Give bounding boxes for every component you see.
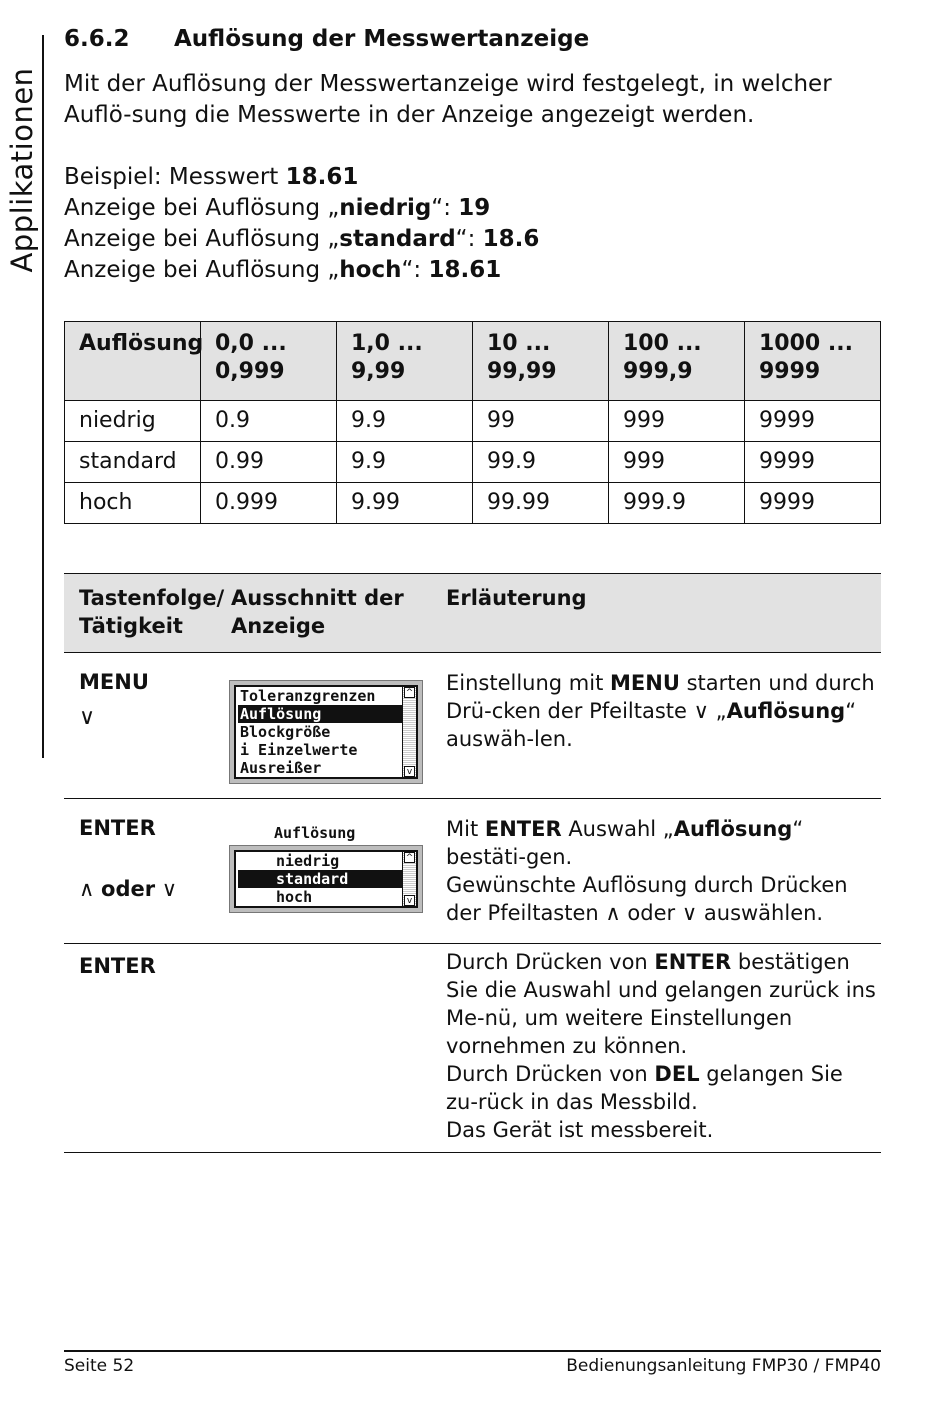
- scroll-down-icon: v: [404, 895, 415, 906]
- table-cell: 9999: [745, 401, 881, 442]
- lcd-menu-item: i Einzelwerte: [240, 741, 358, 759]
- table-cell: 9999: [745, 442, 881, 483]
- table-cell: 0.9: [201, 401, 337, 442]
- document-title: Bedienungsanleitung FMP30 / FMP40: [566, 1356, 881, 1376]
- lcd-option: hoch: [276, 888, 313, 906]
- example-block: [64, 162, 539, 286]
- table-header-cell: 100 ... 999,9: [609, 322, 745, 401]
- table-cell: 0.99: [201, 442, 337, 483]
- table-header-cell: 1,0 ... 9,99: [337, 322, 473, 401]
- scroll-up-icon: ^: [405, 688, 414, 698]
- steps-row: [64, 944, 881, 1153]
- example-line: Beispiel: Messwert 18.61: [64, 164, 359, 190]
- step-explanation: Einstellung mit MENU starten und durch Drü-cken der Pfeiltaste ∨ „Auflösung“ auswäh-len.: [446, 671, 875, 751]
- lcd-title: Auflösung: [274, 824, 356, 842]
- key-menu: MENU: [79, 670, 149, 694]
- key-arrows: ∧ oder ∨: [79, 877, 178, 901]
- lcd-screen: [234, 685, 418, 779]
- table-cell: 0.999: [201, 483, 337, 524]
- lcd-menu-item: Toleranzgrenzen: [240, 687, 376, 705]
- lcd-option-selected: standard: [238, 870, 402, 888]
- scroll-down-icon: v: [404, 766, 415, 777]
- table-row: [65, 483, 881, 524]
- lcd-menu-display: [229, 680, 423, 784]
- steps-header-row: [64, 573, 881, 653]
- section-number: 6.6.2: [64, 26, 130, 52]
- step-explanation: Durch Drücken von ENTER bestätigen Sie die Auswahl und gelangen zurück ins Me-nü, um weitere Einstellungen vornehmen zu können. Durch Drücken von DEL gelangen Sie zu-rück in das Messbild. Das Gerät ist messbereit.: [446, 950, 876, 1142]
- table-cell: 9999: [745, 483, 881, 524]
- section-title: Auflösung der Messwertanzeige: [174, 26, 590, 52]
- table-cell: 999.9: [609, 483, 745, 524]
- table-cell: 9.9: [337, 442, 473, 483]
- side-section-label: Applikationen: [5, 67, 39, 273]
- steps-header-keys: Tastenfolge/ Tätigkeit: [79, 586, 225, 638]
- steps-row: [64, 799, 881, 944]
- key-enter: ENTER: [79, 816, 156, 840]
- table-cell: 99.9: [473, 442, 609, 483]
- table-header-cell: 0,0 ... 0,999: [201, 322, 337, 401]
- lcd-resolution-display: [229, 845, 423, 913]
- table-cell: 99: [473, 401, 609, 442]
- section-heading: [64, 26, 589, 52]
- steps-row: [64, 653, 881, 799]
- example-line: Anzeige bei Auflösung „standard“: 18.6: [64, 226, 540, 252]
- table-header-row: [65, 322, 881, 401]
- lcd-screen: [234, 850, 418, 908]
- key-enter: ENTER: [79, 954, 156, 978]
- lcd-option: niedrig: [276, 852, 340, 870]
- table-cell: 999: [609, 442, 745, 483]
- table-cell: hoch: [65, 483, 201, 524]
- page-number: Seite 52: [64, 1356, 135, 1376]
- table-header-cell: Auflösung: [65, 322, 201, 401]
- table-cell: 9.9: [337, 401, 473, 442]
- table-cell: 99.99: [473, 483, 609, 524]
- table-row: [65, 442, 881, 483]
- lcd-menu-item-selected: Auflösung: [238, 705, 402, 723]
- lcd-menu-item: Ausreißer: [240, 759, 322, 777]
- table-cell: niedrig: [65, 401, 201, 442]
- table-cell: standard: [65, 442, 201, 483]
- resolution-table: [64, 321, 881, 524]
- table-cell: 999: [609, 401, 745, 442]
- intro-paragraph: Mit der Auflösung der Messwertanzeige wird festgelegt, in welcher Auflö-sung die Messwerte in der Anzeige angezeigt werden.: [64, 71, 832, 128]
- table-header-cell: 10 ... 99,99: [473, 322, 609, 401]
- lcd-scrollbar: [402, 687, 416, 777]
- steps-header-display: Ausschnitt der Anzeige: [231, 586, 404, 638]
- step-explanation: Mit ENTER Auswahl „Auflösung“ bestäti-gen. Gewünschte Auflösung durch Drücken der Pfeiltasten ∧ oder ∨ auswählen.: [446, 817, 848, 925]
- scroll-up-icon: ^: [405, 853, 414, 863]
- arrow-down-icon: ∨: [79, 705, 96, 730]
- lcd-menu-item: Blockgröße: [240, 723, 331, 741]
- example-line: Anzeige bei Auflösung „niedrig“: 19: [64, 195, 491, 221]
- lcd-scrollbar: [402, 852, 416, 906]
- footer-rule: [64, 1350, 881, 1352]
- steps-header-explanation: Erläuterung: [446, 586, 587, 610]
- table-cell: 9.99: [337, 483, 473, 524]
- example-line: Anzeige bei Auflösung „hoch“: 18.61: [64, 257, 502, 283]
- steps-table: [64, 573, 881, 1153]
- table-header-cell: 1000 ... 9999: [745, 322, 881, 401]
- side-rule: [42, 35, 44, 758]
- table-row: [65, 401, 881, 442]
